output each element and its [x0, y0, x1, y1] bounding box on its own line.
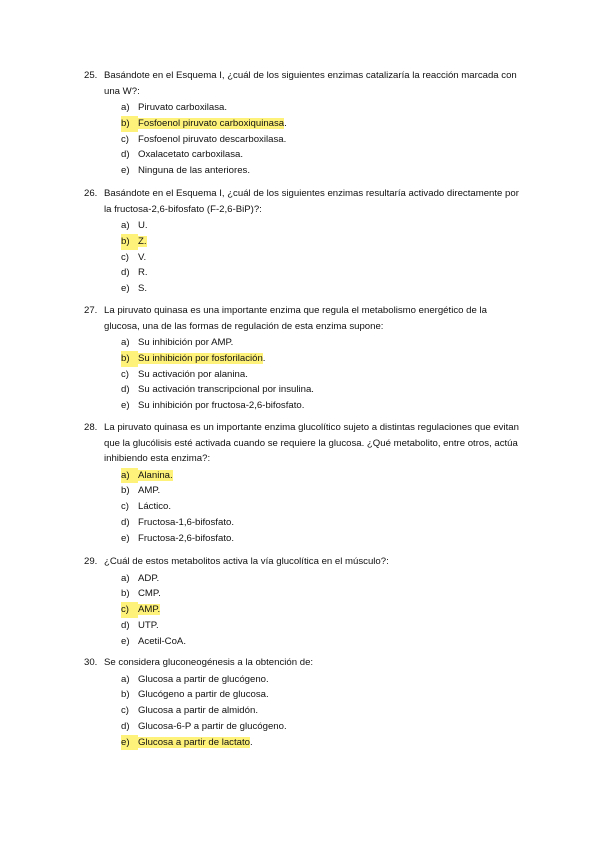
option-text: Glucosa a partir de lactato: [138, 736, 250, 748]
option-text: UTP.: [138, 619, 159, 631]
option-text: AMP.: [138, 485, 161, 497]
option-text: Su activación por alanina.: [138, 368, 248, 380]
question-text: Basándote en el Esquema I, ¿cuál de los siguientes enzimas catalizaría la reacción marcada con una W?:: [104, 70, 517, 97]
option-text-wrapper: [138, 163, 250, 179]
option-text-wrapper: [138, 234, 147, 250]
option-text-wrapper: [138, 483, 160, 499]
answer-options: [121, 672, 524, 751]
option-text-wrapper: [138, 634, 186, 650]
option-letter: e): [121, 400, 130, 412]
option-letter: b): [121, 116, 138, 132]
option-text-wrapper: [138, 218, 148, 234]
answer-options: [121, 100, 524, 179]
option-text-wrapper: [138, 265, 148, 281]
answer-option: [121, 672, 524, 688]
answer-option: [121, 100, 524, 116]
option-text-wrapper: [138, 586, 161, 602]
question-number: 25.: [84, 70, 98, 81]
option-letter: a): [121, 673, 130, 685]
option-text-wrapper: [138, 735, 253, 751]
option-text-wrapper: [138, 132, 286, 148]
option-text: S.: [138, 283, 148, 295]
option-text-wrapper: [138, 100, 227, 116]
answer-option-highlighted: [121, 234, 524, 250]
answer-option-highlighted: [121, 735, 524, 751]
option-text: Glucosa a partir de almidón.: [138, 705, 258, 717]
option-text: V.: [138, 251, 147, 263]
answer-option: [121, 571, 524, 587]
option-letter: b): [121, 234, 138, 250]
answer-option: [121, 618, 524, 634]
answer-option-highlighted: [121, 468, 524, 484]
question-stem: [84, 68, 524, 99]
answer-option-highlighted: [121, 602, 524, 618]
answer-option: [121, 367, 524, 383]
question-26: [84, 186, 524, 297]
option-text-wrapper: [138, 719, 287, 735]
option-text-wrapper: [138, 531, 234, 547]
option-suffix: .: [250, 736, 253, 748]
question-stem: [84, 303, 524, 334]
option-text-wrapper: [138, 398, 304, 414]
question-text: Basándote en el Esquema I, ¿cuál de los siguientes enzimas resultaría activado directamente por la fructosa-2,6-bifosfato (F-2,6-BiP)?:: [104, 188, 519, 215]
answer-option: [121, 719, 524, 735]
option-letter: e): [121, 635, 130, 647]
answer-option: [121, 586, 524, 602]
option-text: Su inhibición por fructosa-2,6-bifosfato.: [138, 400, 305, 412]
option-text: Z.: [138, 235, 147, 247]
option-letter: c): [121, 501, 129, 513]
answer-option: [121, 703, 524, 719]
option-letter: c): [121, 705, 129, 717]
option-letter: b): [121, 351, 138, 367]
question-stem: [84, 420, 524, 467]
option-text: Fructosa-1,6-bifosfato.: [138, 516, 234, 528]
option-suffix: .: [284, 117, 287, 129]
question-27: [84, 303, 524, 414]
question-text: Se considera gluconeogénesis a la obtención de:: [104, 657, 314, 668]
option-text: Acetil-CoA.: [138, 635, 186, 647]
question-30: [84, 655, 524, 750]
option-text-wrapper: [138, 367, 248, 383]
answer-option: [121, 218, 524, 234]
option-text: Fosfoenol piruvato carboxiquinasa: [138, 117, 285, 129]
option-letter: d): [121, 720, 130, 732]
question-text: La piruvato quinasa es un importante enzima glucolítico sujeto a distintas regulaciones que evitan que la glucólisis esté activada cuando se requiere la glucosa. ¿Qué metabolito, entre otros, actúa inhibiendo esta enzima?:: [104, 422, 519, 464]
question-stem: [84, 655, 524, 671]
question-25: [84, 68, 524, 179]
answer-option: [121, 265, 524, 281]
option-letter: a): [121, 337, 130, 348]
option-text: Glucosa a partir de glucógeno.: [138, 673, 269, 685]
option-letter: c): [121, 368, 129, 380]
option-text: Fosfoenol piruvato descarboxilasa.: [138, 133, 287, 145]
option-text-wrapper: [138, 147, 243, 163]
option-letter: d): [121, 267, 130, 279]
option-text-wrapper: [138, 499, 171, 515]
question-28: [84, 420, 524, 546]
option-letter: e): [121, 283, 130, 295]
option-letter: e): [121, 165, 130, 177]
option-letter: b): [121, 588, 130, 600]
option-text: Glucógeno a partir de glucosa.: [138, 689, 269, 701]
option-text: Ninguna de las anteriores.: [138, 165, 250, 177]
option-letter: d): [121, 384, 130, 396]
option-text: Alanina.: [138, 469, 173, 481]
option-letter: c): [121, 251, 129, 263]
question-stem: [84, 186, 524, 217]
option-letter: b): [121, 485, 130, 497]
answer-option: [121, 163, 524, 179]
option-text: Su inhibición por fosforilación: [138, 352, 263, 364]
answer-option: [121, 398, 524, 414]
answer-option: [121, 634, 524, 650]
option-text-wrapper: [138, 335, 233, 351]
option-letter: d): [121, 619, 130, 631]
option-letter: a): [121, 468, 138, 484]
question-number: 28.: [84, 422, 98, 433]
question-29: [84, 554, 524, 649]
answer-options: [121, 218, 524, 297]
answer-option: [121, 687, 524, 703]
option-text: Glucosa-6-P a partir de glucógeno.: [138, 720, 287, 732]
option-text-wrapper: [138, 687, 269, 703]
answer-option: [121, 132, 524, 148]
option-text-wrapper: [138, 351, 265, 367]
option-text-wrapper: [138, 468, 173, 484]
answer-option-highlighted: [121, 351, 524, 367]
option-text-wrapper: [138, 116, 287, 132]
option-text: Fructosa-2,6-bifosfato.: [138, 532, 234, 544]
option-letter: d): [121, 516, 130, 528]
answer-option: [121, 250, 524, 266]
answer-option: [121, 499, 524, 515]
option-letter: a): [121, 572, 130, 584]
option-text-wrapper: [138, 602, 160, 618]
option-text: R.: [138, 267, 148, 279]
answer-option: [121, 147, 524, 163]
answer-option: [121, 531, 524, 547]
option-text-wrapper: [138, 571, 159, 587]
option-text: U.: [138, 220, 148, 231]
question-number: 27.: [84, 305, 98, 316]
option-text-wrapper: [138, 382, 314, 398]
option-text: AMP.: [138, 604, 161, 616]
option-text-wrapper: [138, 672, 269, 688]
option-letter: d): [121, 149, 130, 161]
answer-options: [121, 571, 524, 650]
question-number: 26.: [84, 188, 98, 199]
answer-option: [121, 382, 524, 398]
answer-option: [121, 335, 524, 351]
option-text: Su inhibición por AMP.: [138, 337, 234, 348]
question-text: ¿Cuál de estos metabolitos activa la vía glucolítica en el músculo?:: [104, 556, 389, 567]
option-letter: c): [121, 133, 129, 145]
answer-options: [121, 335, 524, 414]
option-letter: a): [121, 102, 130, 113]
option-text: Piruvato carboxilasa.: [138, 102, 228, 113]
question-stem: [84, 554, 524, 570]
option-letter: b): [121, 689, 130, 701]
question-number: 29.: [84, 556, 98, 567]
answer-option: [121, 281, 524, 297]
question-text: La piruvato quinasa es una importante enzima que regula el metabolismo energético de la glucosa, una de las formas de regulación de esta enzima supone:: [104, 305, 487, 332]
answer-option-highlighted: [121, 116, 524, 132]
answer-options: [121, 468, 524, 547]
answer-option: [121, 515, 524, 531]
option-letter: c): [121, 602, 138, 618]
option-text-wrapper: [138, 515, 234, 531]
option-text: CMP.: [138, 588, 161, 600]
option-text: ADP.: [138, 572, 160, 584]
option-text-wrapper: [138, 618, 159, 634]
option-letter: e): [121, 532, 130, 544]
option-text-wrapper: [138, 281, 147, 297]
option-letter: a): [121, 220, 130, 231]
option-suffix: .: [262, 352, 266, 364]
option-text: Su activación transcripcional por insulina.: [138, 384, 314, 396]
answer-option: [121, 483, 524, 499]
option-letter: e): [121, 735, 138, 751]
option-text-wrapper: [138, 250, 146, 266]
question-number: 30.: [84, 657, 98, 668]
option-text: Oxalacetato carboxilasa.: [138, 149, 244, 161]
option-text-wrapper: [138, 703, 258, 719]
option-text: Láctico.: [138, 501, 172, 513]
